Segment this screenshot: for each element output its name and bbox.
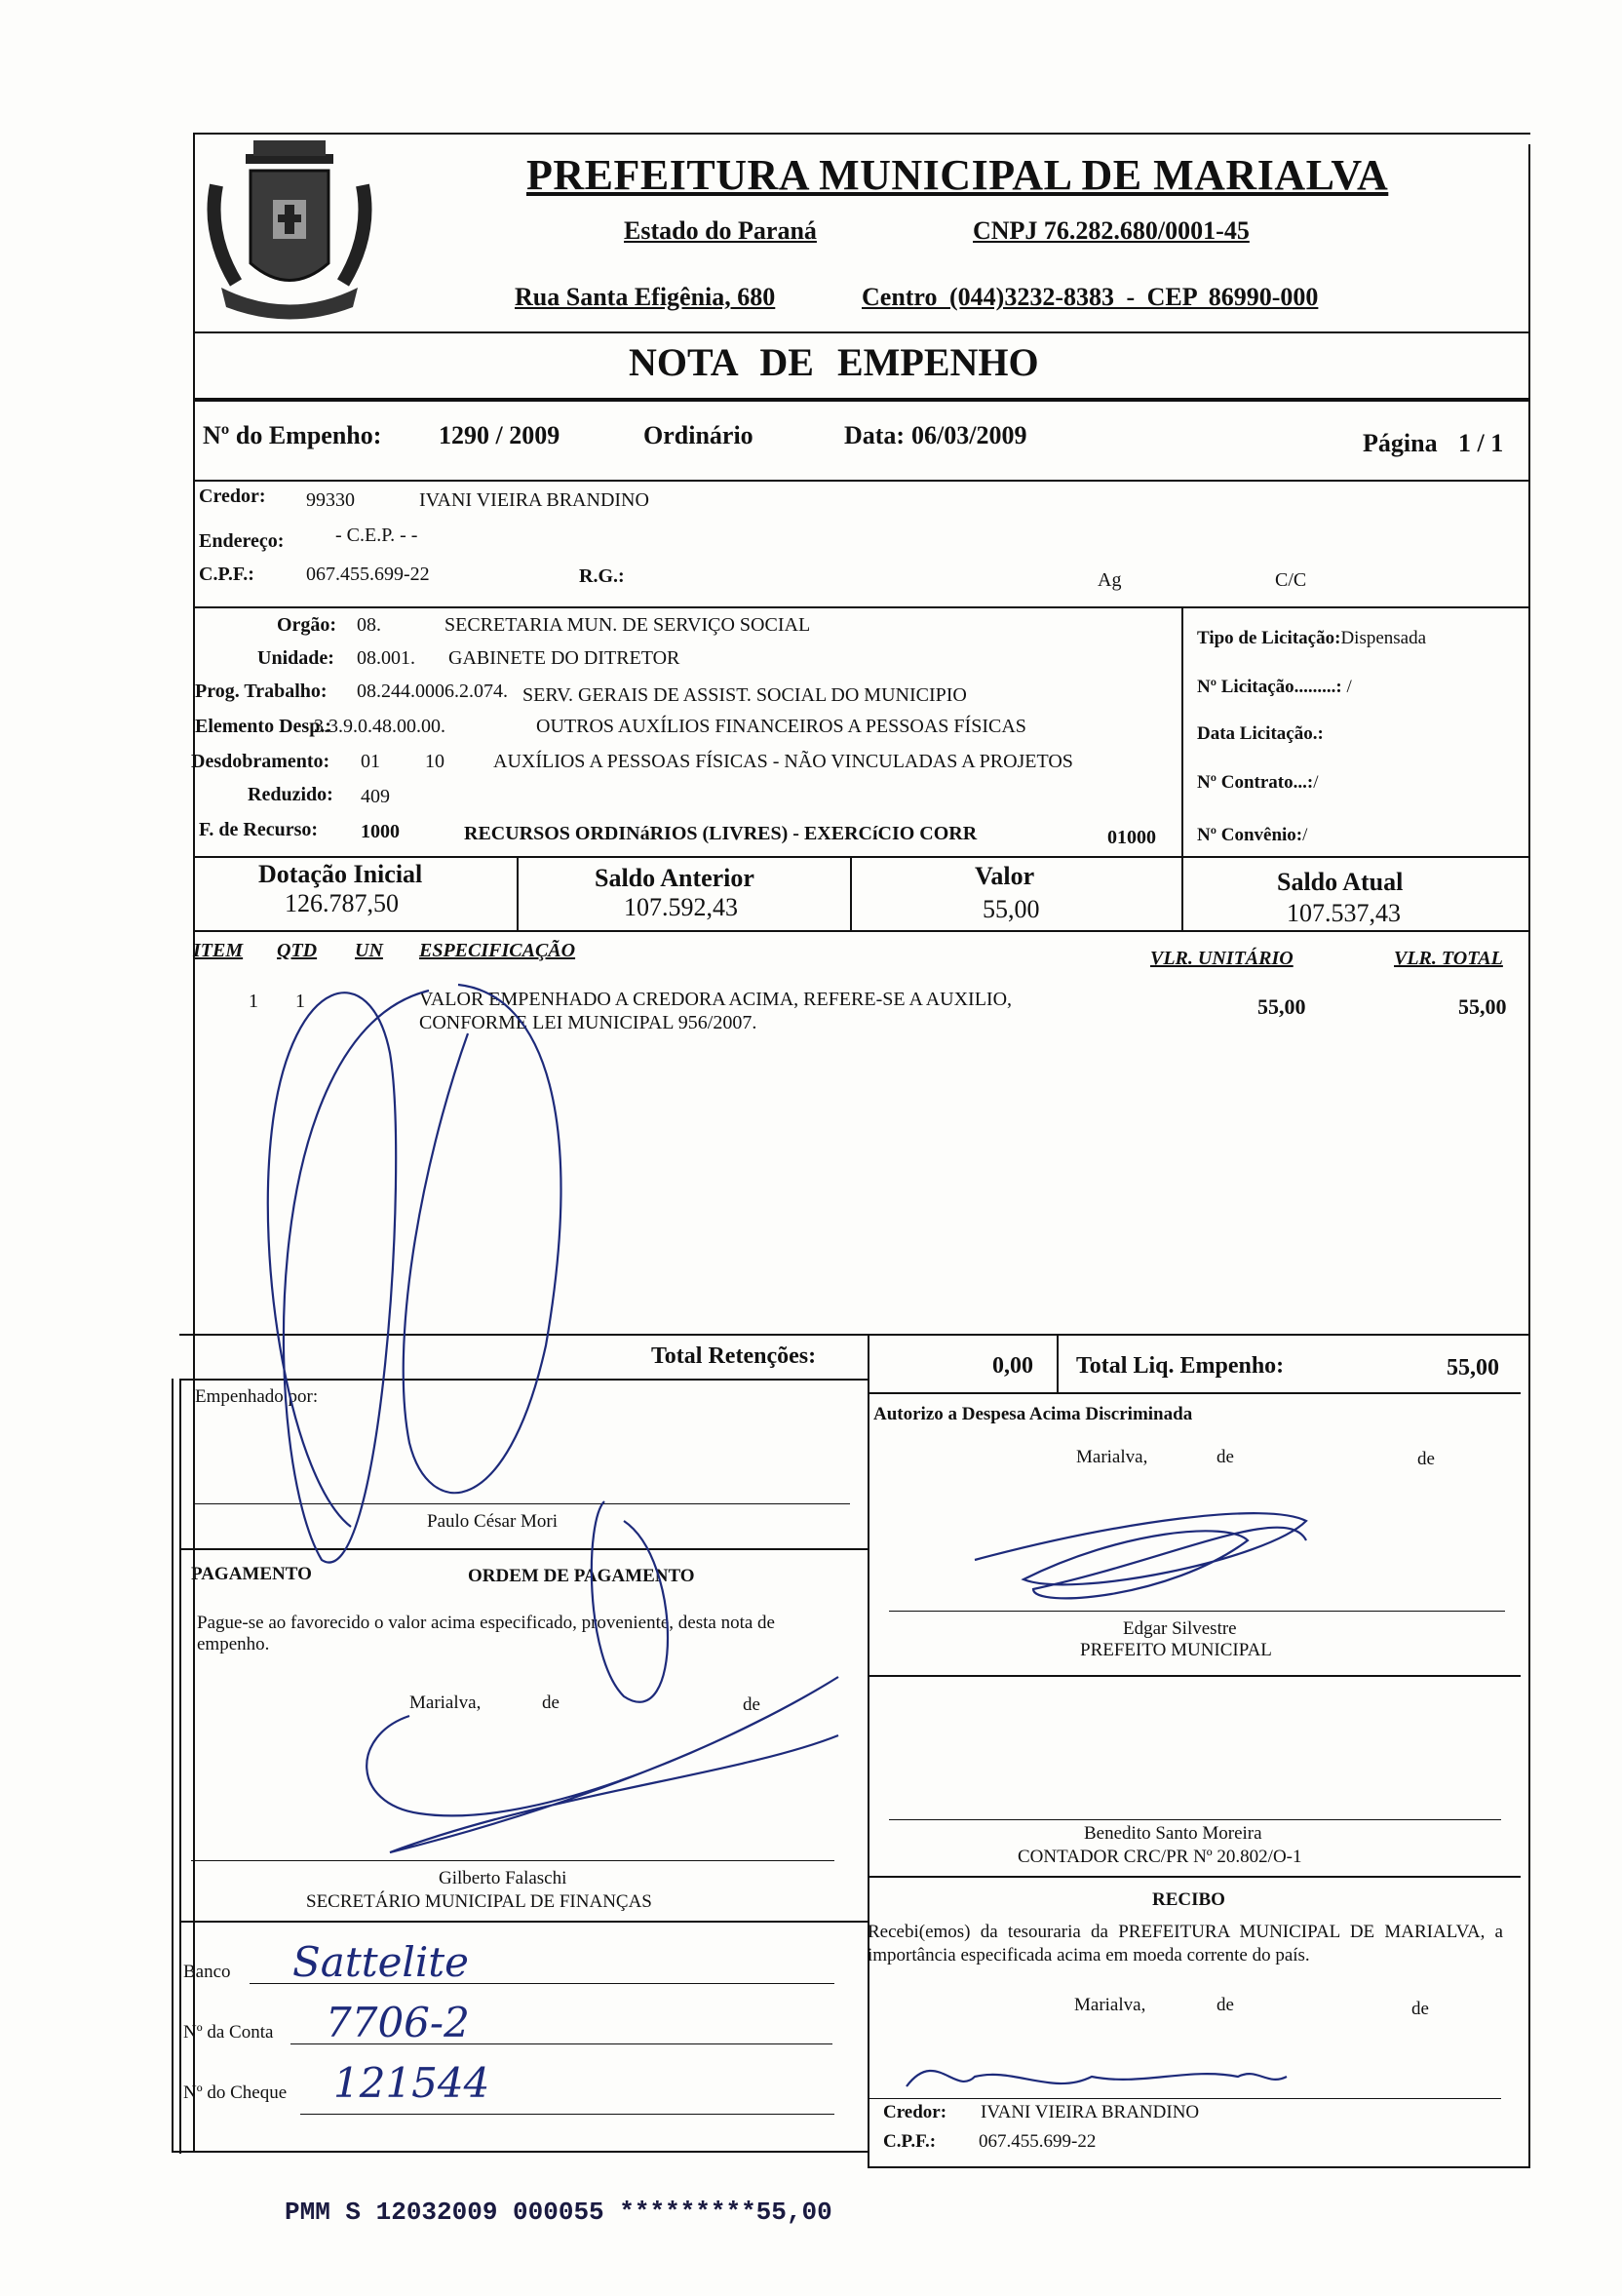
- ordem-pagamento-label: ORDEM DE PAGAMENTO: [468, 1566, 695, 1586]
- item-description-line2: CONFORME LEI MUNICIPAL 956/2007.: [419, 1012, 757, 1033]
- banco-label: Banco: [183, 1962, 231, 1982]
- conta-label: Nº da Conta: [183, 2022, 274, 2043]
- prefeito-name: Edgar Silvestre: [1123, 1618, 1237, 1639]
- state-label: Estado do Paraná: [624, 216, 817, 245]
- elem-label: Elemento Desp.:: [195, 716, 331, 737]
- cpf-label: C.P.F.:: [199, 564, 254, 585]
- pagamento-place: Marialva,: [409, 1693, 482, 1713]
- reduzido-value: 409: [361, 786, 390, 807]
- col-qtd: QTD: [277, 940, 318, 961]
- recibo-de2: de: [1411, 1999, 1429, 2019]
- contrato-label: Nº Contrato...:/: [1197, 772, 1319, 793]
- prefeito-role: PREFEITO MUNICIPAL: [1080, 1640, 1272, 1660]
- convenio-label: Nº Convênio:/: [1197, 825, 1308, 845]
- col-un: UN: [355, 940, 383, 961]
- unidade-code: 08.001.: [357, 647, 415, 669]
- recibo-place: Marialva,: [1074, 1995, 1146, 2015]
- credor-code: 99330: [306, 489, 355, 511]
- saldo-anterior-value: 107.592,43: [624, 893, 738, 921]
- prog-code: 08.244.0006.2.074.: [357, 681, 508, 702]
- prog-name: SERV. GERAIS DE ASSIST. SOCIAL DO MUNICIPIO: [522, 684, 967, 706]
- total-retencoes-value: 0,00: [992, 1353, 1033, 1379]
- pagamento-label: PAGAMENTO: [191, 1564, 312, 1584]
- payment-stamp: PMM S 12032009 000055 *********55,00: [285, 2198, 832, 2227]
- orgao-code: 08.: [357, 614, 381, 636]
- empenho-number: 1290 / 2009: [439, 421, 560, 449]
- saldo-atual-value: 107.537,43: [1287, 899, 1401, 927]
- desd-code1: 01: [361, 751, 380, 772]
- municipality-title: PREFEITURA MUNICIPAL DE MARIALVA: [526, 151, 1389, 199]
- item-vlr-total: 55,00: [1458, 994, 1507, 1019]
- licitacao-type-label: Tipo de Licitação:Dispensada: [1197, 628, 1427, 648]
- empenho-type: Ordinário: [643, 421, 753, 449]
- empenhado-name: Paulo César Mori: [427, 1511, 559, 1532]
- address-label: Centro (044)3232-8383 - CEP 86990-000: [862, 283, 1319, 311]
- recibo-title: RECIBO: [1152, 1889, 1225, 1910]
- credor-name: IVANI VIEIRA BRANDINO: [419, 489, 649, 511]
- credor-cpf: 067.455.699-22: [306, 564, 430, 585]
- prog-label: Prog. Trabalho:: [195, 681, 328, 702]
- banco-handwritten: Sattelite: [292, 1938, 470, 1986]
- empenho-number-label: Nº do Empenho:: [203, 421, 382, 449]
- coat-of-arms-logo: [197, 127, 382, 322]
- recibo-cpf-label: C.P.F.:: [883, 2131, 937, 2152]
- document-title: NOTA DE EMPENHO: [629, 340, 1039, 384]
- elem-code: 3.3.9.0.48.00.00.: [314, 716, 445, 737]
- item-number: 1: [249, 991, 258, 1012]
- unidade-label: Unidade:: [257, 647, 334, 669]
- col-vlr-total: VLR. TOTAL: [1394, 948, 1503, 969]
- credor-label: Credor:: [199, 486, 266, 507]
- date-label: Data:: [844, 421, 906, 449]
- fonte-label: F. de Recurso:: [199, 819, 319, 840]
- page-label: Página: [1363, 429, 1438, 457]
- contador-name: Benedito Santo Moreira: [1084, 1823, 1262, 1844]
- empenhado-label: Empenhado por:: [195, 1386, 319, 1407]
- desd-code2: 10: [425, 751, 444, 772]
- recibo-credor-name: IVANI VIEIRA BRANDINO: [981, 2102, 1200, 2122]
- col-vlr-unitario: VLR. UNITÁRIO: [1150, 948, 1294, 969]
- total-liq-value: 55,00: [1447, 1355, 1499, 1381]
- fonte-num: 01000: [1107, 827, 1156, 848]
- orgao-name: SECRETARIA MUN. DE SERVIÇO SOCIAL: [444, 614, 811, 636]
- recibo-credor-label: Credor:: [883, 2102, 947, 2122]
- credor-address: - C.E.P. - -: [335, 525, 418, 546]
- conta-handwritten: 7706-2: [326, 1999, 470, 2046]
- empenho-date: 06/03/2009: [911, 421, 1027, 449]
- secretario-name: Gilberto Falaschi: [439, 1868, 567, 1888]
- autorizo-place: Marialva,: [1076, 1447, 1148, 1467]
- autorizo-de1: de: [1216, 1447, 1234, 1467]
- total-retencoes-label: Total Retenções:: [651, 1343, 817, 1369]
- address-label: Endereço:: [199, 530, 285, 552]
- valor-value: 55,00: [983, 895, 1040, 923]
- unidade-name: GABINETE DO DITRETOR: [448, 647, 680, 669]
- autorizo-de2: de: [1417, 1449, 1435, 1469]
- cheque-label: Nº do Cheque: [183, 2082, 288, 2103]
- street-label: Rua Santa Efigênia, 680: [515, 283, 776, 311]
- item-description-line1: VALOR EMPENHADO A CREDORA ACIMA, REFERE-SE A AUXILIO,: [419, 989, 1013, 1010]
- rg-label: R.G.:: [579, 565, 625, 587]
- recibo-de1: de: [1216, 1995, 1234, 2015]
- cnpj-label: CNPJ 76.282.680/0001-45: [973, 216, 1250, 245]
- col-item: ITEM: [193, 940, 244, 961]
- dotacao-label: Dotação Inicial: [258, 860, 423, 888]
- orgao-label: Orgão:: [277, 614, 337, 636]
- pagamento-de2: de: [743, 1694, 760, 1715]
- autorizo-label: Autorizo a Despesa Acima Discriminada: [873, 1404, 1193, 1424]
- licitacao-number: Nº Licitação.........: /: [1197, 677, 1352, 697]
- pagamento-text: Pague-se ao favorecido o valor acima especificado, proveniente, desta nota de empenho.: [197, 1613, 775, 1654]
- licitacao-date-label: Data Licitação.:: [1197, 723, 1324, 744]
- desd-name: AUXÍLIOS A PESSOAS FÍSICAS - NÃO VINCULADAS A PROJETOS: [493, 751, 1073, 772]
- desd-label: Desdobramento:: [191, 751, 330, 772]
- item-vlr-unitario: 55,00: [1257, 994, 1306, 1019]
- saldo-atual-label: Saldo Atual: [1277, 868, 1404, 896]
- recibo-text: Recebi(emos) da tesouraria da PREFEITURA MUNICIPAL DE MARIALVA, a importância especificada acima em moeda corrente do país.: [868, 1922, 1503, 1965]
- cheque-handwritten: 121544: [333, 2059, 490, 2107]
- elem-name: OUTROS AUXÍLIOS FINANCEIROS A PESSOAS FÍSICAS: [536, 716, 1026, 737]
- total-liq-label: Total Liq. Empenho:: [1076, 1353, 1285, 1379]
- secretario-role: SECRETÁRIO MUNICIPAL DE FINANÇAS: [306, 1891, 652, 1912]
- reduzido-label: Reduzido:: [248, 784, 333, 805]
- dotacao-value: 126.787,50: [285, 889, 399, 917]
- ag-label: Ag: [1098, 569, 1122, 591]
- recibo-cpf: 067.455.699-22: [979, 2131, 1097, 2152]
- page-number: 1 / 1: [1458, 429, 1504, 457]
- saldo-anterior-label: Saldo Anterior: [595, 864, 754, 892]
- valor-label: Valor: [975, 862, 1035, 890]
- item-qtd: 1: [295, 991, 305, 1012]
- fonte-code: 1000: [361, 821, 400, 842]
- pagamento-de1: de: [542, 1693, 560, 1713]
- cc-label: C/C: [1275, 569, 1307, 591]
- fonte-name: RECURSOS ORDINáRIOS (LIVRES) - EXERCíCIO CORR: [464, 823, 978, 844]
- col-especificacao: ESPECIFICAÇÃO: [419, 940, 576, 961]
- contador-role: CONTADOR CRC/PR Nº 20.802/O-1: [1018, 1847, 1302, 1867]
